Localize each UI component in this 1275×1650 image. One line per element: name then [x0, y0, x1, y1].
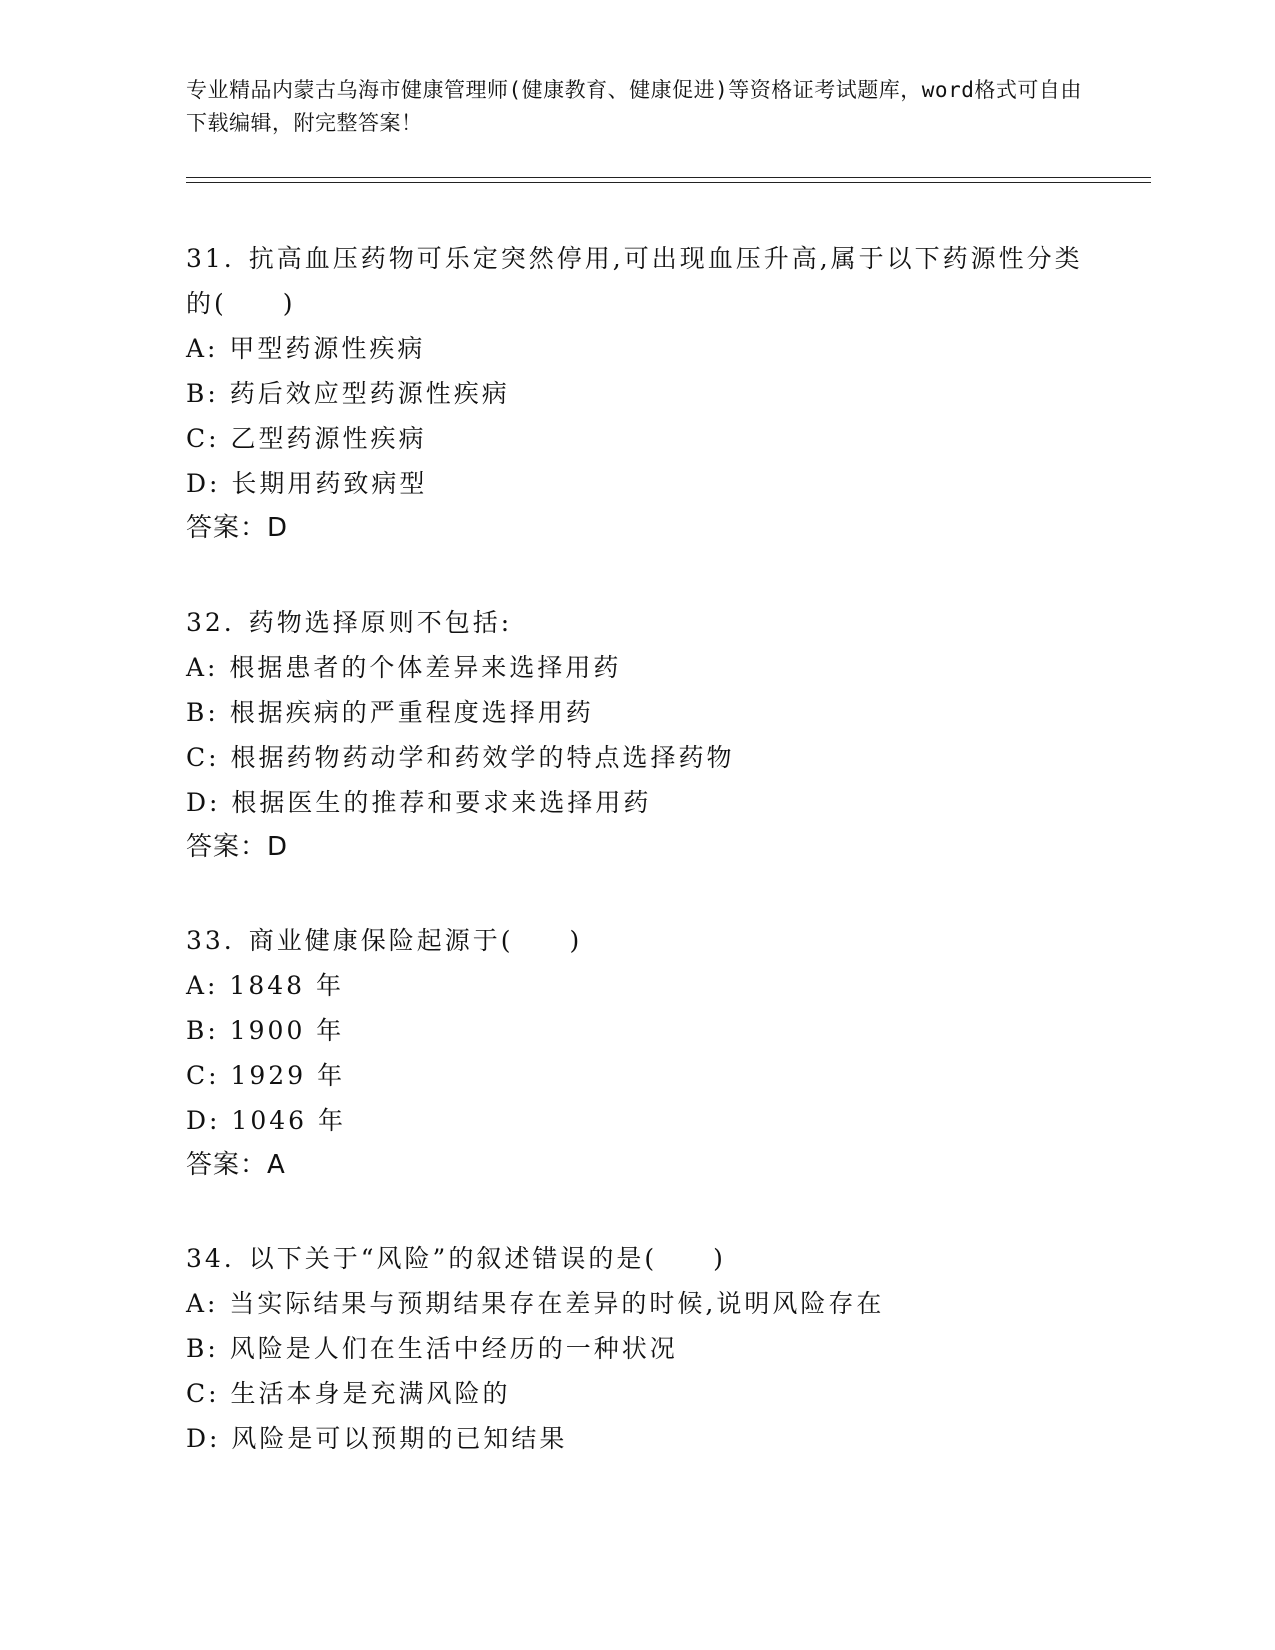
header-divider-bottom — [186, 182, 1151, 183]
option-c: C: 乙型药源性疾病 — [186, 424, 427, 453]
question-31 — [186, 236, 1106, 551]
question-stem — [186, 918, 1106, 963]
option-c: C: 1929 年 — [186, 1061, 346, 1090]
option-a: A: 当实际结果与预期结果存在差异的时候,说明风险存在 — [186, 1289, 885, 1318]
option-b: B: 药后效应型药源性疾病 — [186, 379, 510, 408]
option-c: C: 根据药物药动学和药效学的特点选择药物 — [186, 743, 735, 772]
question-stem — [186, 236, 1106, 326]
question-number: 34. — [186, 1244, 235, 1273]
option-b: B: 根据疾病的严重程度选择用药 — [186, 698, 594, 727]
option-b: B: 风险是人们在生活中经历的一种状况 — [186, 1334, 678, 1363]
option-d: D: 1046 年 — [186, 1106, 346, 1135]
question-number: 31. — [186, 244, 235, 273]
option-a: A: 1848 年 — [186, 971, 344, 1000]
question-stem — [186, 600, 1106, 645]
question-32 — [186, 600, 1106, 870]
option-d: D: 风险是可以预期的已知结果 — [186, 1424, 568, 1453]
question-33 — [186, 918, 1106, 1188]
question-text: 药物选择原则不包括: — [248, 608, 513, 637]
answer: 答案：D — [186, 832, 289, 862]
question-text: 商业健康保险起源于( ) — [248, 926, 583, 955]
option-b: B: 1900 年 — [186, 1016, 345, 1045]
document-header: 专业精品内蒙古乌海市健康管理师(健康教育、健康促进)等资格证考试题库，word格式可自由下载编辑，附完整答案！ — [186, 78, 1082, 135]
question-text: 抗高血压药物可乐定突然停用,可出现血压升高,属于以下药源性分类的( ) — [186, 244, 1083, 318]
option-a: A: 甲型药源性疾病 — [186, 334, 426, 363]
option-a: A: 根据患者的个体差异来选择用药 — [186, 653, 622, 682]
question-text: 以下关于“风险”的叙述错误的是( ) — [248, 1244, 726, 1273]
option-d: D: 根据医生的推荐和要求来选择用药 — [186, 788, 652, 817]
answer: 答案：A — [186, 1150, 286, 1180]
option-d: D: 长期用药致病型 — [186, 469, 428, 498]
answer: 答案：D — [186, 513, 289, 543]
question-number: 33. — [186, 926, 235, 955]
header-divider-top — [186, 177, 1151, 178]
option-c: C: 生活本身是充满风险的 — [186, 1379, 511, 1408]
question-number: 32. — [186, 608, 235, 637]
question-stem — [186, 1236, 1106, 1281]
question-34 — [186, 1236, 1106, 1461]
